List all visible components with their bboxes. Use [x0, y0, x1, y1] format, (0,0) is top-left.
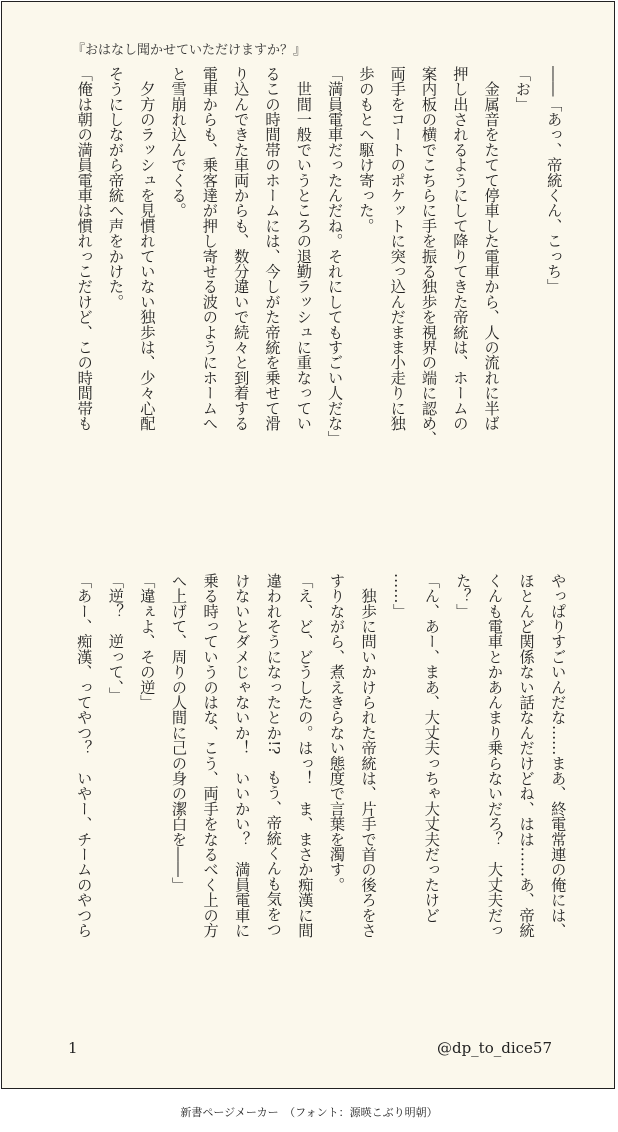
lower-text-column: 「違ぇよ、その逆」 [138, 573, 157, 710]
lower-text-column: けないとダメじゃないか！ いいかい？ 満員電車に [233, 573, 252, 938]
lower-text-column: 「ん、あー、まあ、大丈夫っちゃ大丈夫だったけど [422, 573, 441, 923]
lower-text-column: 乗る時っていうのはな、こう、両手をなるべく上の方 [201, 573, 220, 938]
upper-text-column: 「俺は朝の満員電車は慣れっこだけど、この時間帯も [75, 66, 94, 431]
upper-text-column: 電車からも、乗客達が押し寄せる波のようにホームへ [200, 66, 219, 431]
upper-text-column: 両手をコートのポケットに突っ込んだまま小走りに独 [388, 66, 407, 431]
upper-text-column: 歩のもとへ駆け寄った。 [357, 66, 376, 234]
page-number: 1 [68, 1039, 78, 1057]
lower-text-column: 独歩に問いかけられた帝統は、片手で首の後ろをさ [359, 573, 378, 938]
upper-text-column: 世間一般でいうところの退勤ラッシュに重なってい [294, 66, 313, 431]
lower-text-column: へ上げて、周りの人間に己の身の潔白を――」 [170, 573, 188, 893]
upper-text-column: 押し出されるようにして降りてきた帝統は、ホームの [451, 66, 470, 431]
upper-text-column: り込んできた車両からも、数分違いで続々と到着する [232, 66, 251, 431]
book-page [1, 1, 615, 1089]
lower-text-column: ほとんど関係ない話なんだけどね、はは……あ、帝統 [517, 573, 536, 938]
upper-text-column: るこの時間帯のホームには、今しがた帝統を乗せて滑 [263, 66, 282, 431]
lower-text-column: 違われそうになったとか!? もう、帝統くんも気をつ [264, 573, 283, 937]
author-handle: @dp_to_dice57 [436, 1039, 552, 1057]
lower-text-column: やっぱりすごいんだな……まあ、終電常連の俺には、 [549, 573, 568, 938]
lower-text-column: すりながら、煮えきらない態度で言葉を濁す。 [328, 573, 346, 893]
lower-text-column: ……」 [391, 573, 410, 619]
upper-text-column: 「お」 [513, 66, 532, 112]
upper-text-column: 夕方のラッシュを見慣れていない独歩は、少々心配 [138, 66, 157, 431]
header-title: 『おはなし聞かせていただけますか？』 [72, 43, 307, 58]
lower-text-column: 「え、ど、どうしたの。はっ！ ま、まさか痴漢に間 [296, 573, 315, 938]
upper-text-column: 金属音をたてて停車した電車から、人の流れに半ば [482, 66, 501, 431]
lower-text-column: 「あー、痴漢、ってやつ？ いやー、チームのやつら [75, 573, 94, 938]
lower-text-column: た？」 [454, 573, 473, 619]
upper-text-column: 案内板の横でこちらに手を振る独歩を視界の端に認め、 [420, 66, 438, 446]
upper-text-column: 「満員電車だったんだね。それにしてもすごい人だな」 [326, 66, 345, 446]
upper-text-column: と雪崩れ込んでくる。 [169, 66, 188, 218]
upper-text-column: ――「あっ、帝統くん、こっち」 [545, 66, 564, 294]
lower-text-column: 「逆？ 逆って、」 [106, 573, 125, 703]
upper-text-column: そうにしながら帝統へ声をかけた。 [107, 66, 125, 310]
footer-credit: 新書ページメーカー （フォント：源暎こぶり明朝） [180, 1106, 438, 1119]
lower-text-column: くんも電車とかあんまり乗らないだろ？ 大丈夫だっ [486, 573, 504, 938]
